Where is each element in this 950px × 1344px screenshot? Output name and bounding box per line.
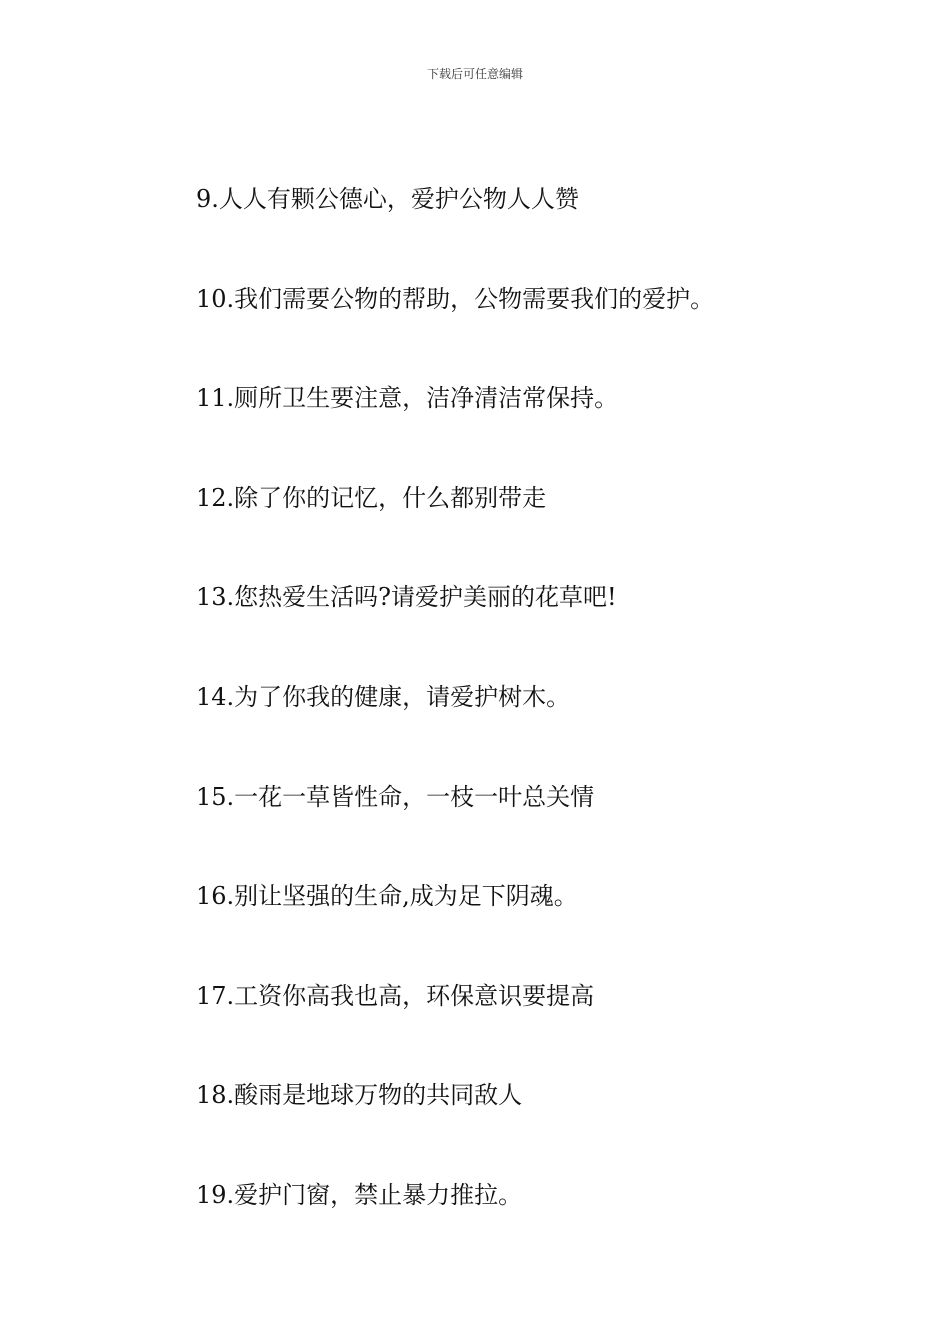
- header-note: 下载后可任意编辑: [426, 67, 523, 81]
- slogan-line: 14.为了你我的健康，请爱护树木。: [196, 682, 571, 711]
- slogan-line: 19.爱护门窗，禁止暴力推拉。: [196, 1180, 523, 1209]
- slogan-line: 15.一花一草皆性命，一枝一叶总关情: [196, 782, 595, 811]
- slogan-line: 10.我们需要公物的帮助，公物需要我们的爱护。: [196, 284, 715, 313]
- slogan-line: 9.人人有颗公德心，爱护公物人人赞: [196, 185, 579, 213]
- slogan-line: 11.厕所卫生要注意，洁净清洁常保持。: [196, 384, 619, 413]
- slogan-line: 16.别让坚强的生命,成为足下阴魂。: [196, 882, 578, 911]
- slogan-line: 12.除了你的记忆，什么都别带走: [196, 483, 547, 512]
- slogan-line: 18.酸雨是地球万物的共同敌人: [196, 1081, 523, 1110]
- slogan-list: [196, 183, 896, 1279]
- slogan-line: 17.工资你高我也高，环保意识要提高: [196, 981, 595, 1010]
- slogan-line: 13.您热爱生活吗?请爱护美丽的花草吧!: [196, 583, 617, 612]
